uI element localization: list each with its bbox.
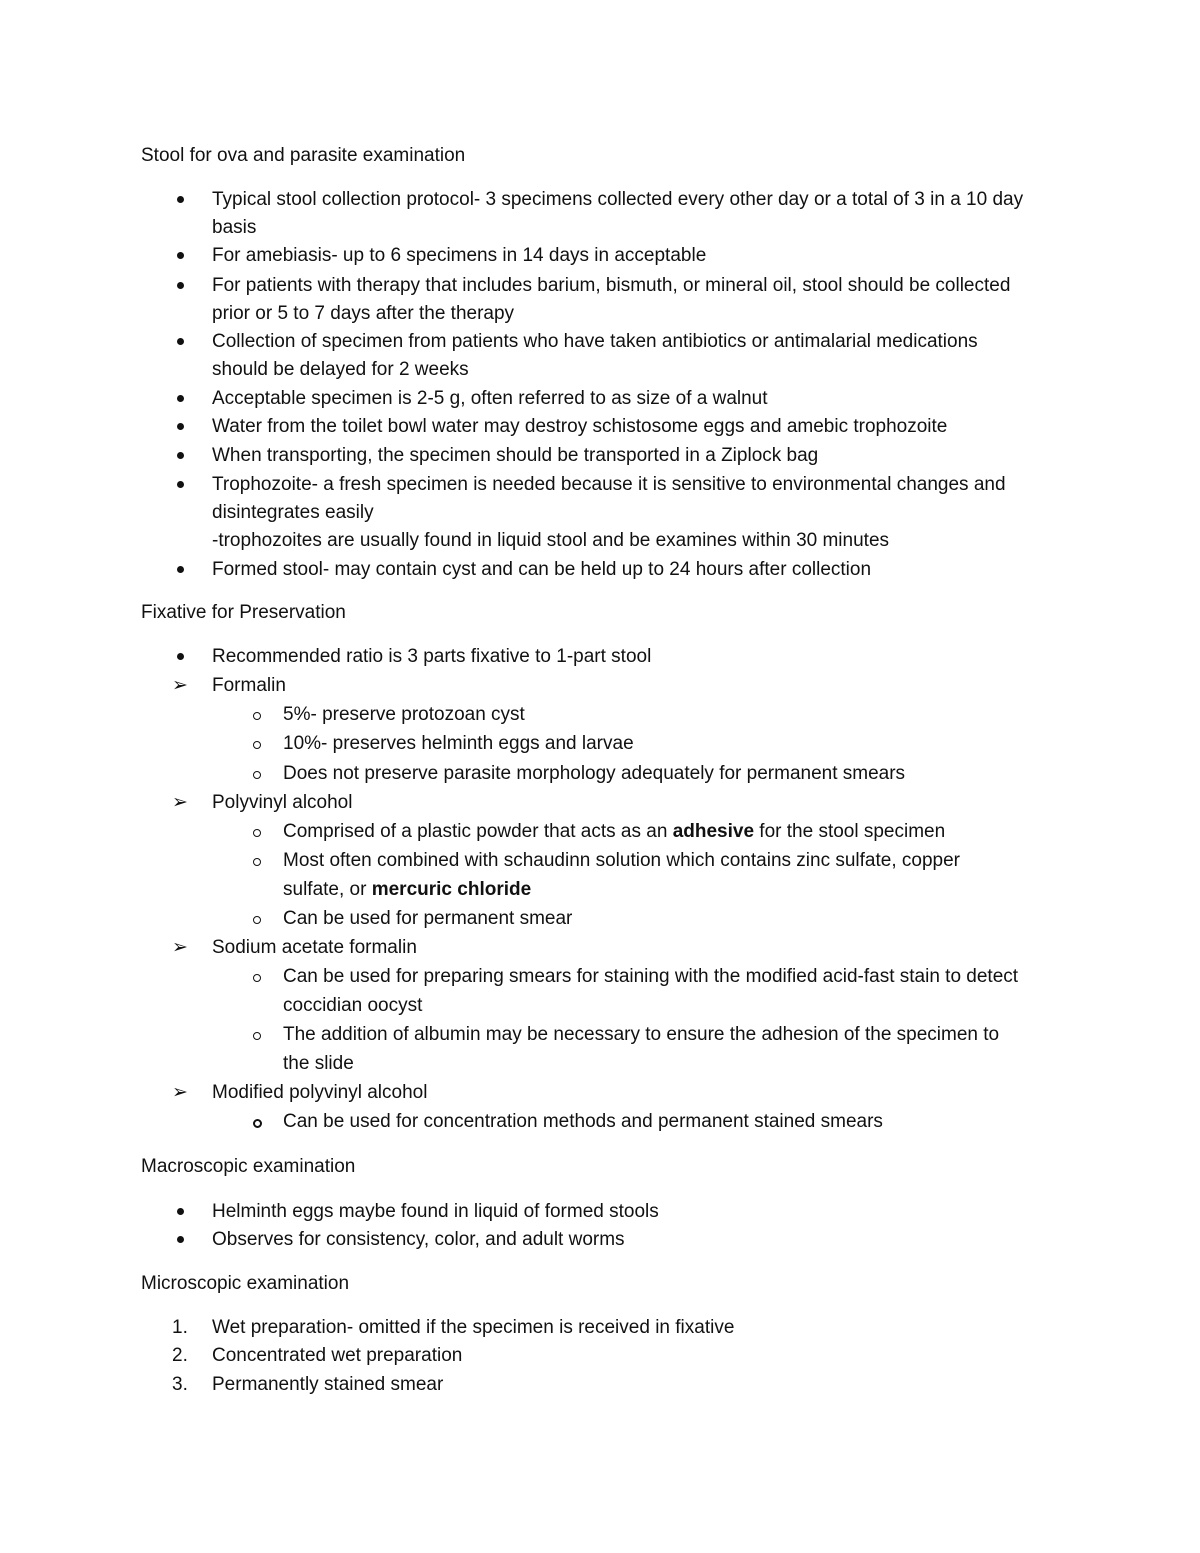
numbered-list-item: Permanently stained smear bbox=[212, 1374, 444, 1395]
bullet-icon bbox=[172, 331, 188, 345]
section-heading-fixative: Fixative for Preservation bbox=[141, 602, 346, 623]
arrow-bullet-icon: ➢ bbox=[172, 675, 188, 696]
list-item: Typical stool collection protocol- 3 specimens collected every other day or a total of 3 in a 10 day bbox=[212, 189, 1024, 210]
sub-list-item bbox=[283, 821, 945, 843]
bullet-icon bbox=[172, 189, 188, 203]
sub-list-item-continuation: coccidian oocyst bbox=[283, 995, 423, 1016]
arrow-bullet-icon: ➢ bbox=[172, 1082, 188, 1103]
bullet-icon bbox=[172, 388, 188, 402]
sub-list-item: Can be used for concentration methods and permanent stained smears bbox=[283, 1111, 883, 1132]
section-heading-stool: Stool for ova and parasite examination bbox=[141, 145, 466, 166]
list-item-continuation: disintegrates easily bbox=[212, 502, 374, 523]
list-item: Water from the toilet bowl water may destroy schistosome eggs and amebic trophozoite bbox=[212, 416, 948, 437]
list-item: For amebiasis- up to 6 specimens in 14 days in acceptable bbox=[212, 245, 707, 266]
list-item-modified-polyvinyl-alcohol: Modified polyvinyl alcohol bbox=[212, 1082, 428, 1103]
list-item: When transporting, the specimen should be transported in a Ziplock bag bbox=[212, 445, 819, 466]
list-item-polyvinyl-alcohol: Polyvinyl alcohol bbox=[212, 792, 353, 813]
text-run: for the stool specimen bbox=[754, 821, 946, 842]
circle-bullet-icon bbox=[250, 966, 264, 982]
bullet-icon bbox=[172, 275, 188, 289]
sub-list-item-continuation bbox=[283, 879, 531, 901]
list-item-continuation: prior or 5 to 7 days after the therapy bbox=[212, 303, 515, 324]
bullet-icon bbox=[172, 474, 188, 488]
arrow-bullet-icon: ➢ bbox=[172, 792, 188, 813]
sub-list-item: Can be used for permanent smear bbox=[283, 908, 573, 929]
bullet-icon bbox=[172, 646, 188, 660]
bold-text-mercuric-chloride: mercuric chloride bbox=[371, 879, 532, 900]
arrow-bullet-icon: ➢ bbox=[172, 937, 188, 958]
sub-list-item: Does not preserve parasite morphology adequately for permanent smears bbox=[283, 763, 906, 784]
circle-bullet-icon bbox=[250, 733, 264, 749]
sub-list-item: Can be used for preparing smears for staining with the modified acid-fast stain to detect bbox=[283, 966, 1019, 987]
bullet-icon bbox=[172, 1229, 188, 1243]
bullet-icon bbox=[172, 1201, 188, 1215]
list-number: 1. bbox=[172, 1317, 188, 1338]
circle-bullet-icon bbox=[250, 1111, 264, 1128]
list-item: Collection of specimen from patients who have taken antibiotics or antimalarial medications bbox=[212, 331, 978, 352]
sub-list-item: The addition of albumin may be necessary to ensure the adhesion of the specimen to bbox=[283, 1024, 1000, 1045]
section-heading-macroscopic: Macroscopic examination bbox=[141, 1156, 356, 1177]
section-heading-microscopic: Microscopic examination bbox=[141, 1273, 350, 1294]
bullet-icon bbox=[172, 559, 188, 573]
circle-bullet-icon bbox=[250, 850, 264, 866]
list-item: Helminth eggs maybe found in liquid of formed stools bbox=[212, 1201, 659, 1222]
list-number: 2. bbox=[172, 1345, 188, 1366]
list-item-note: -trophozoites are usually found in liquid stool and be examines within 30 minutes bbox=[212, 530, 890, 551]
sub-list-item-continuation: the slide bbox=[283, 1053, 354, 1074]
sub-list-item: Most often combined with schaudinn solution which contains zinc sulfate, copper bbox=[283, 850, 960, 871]
circle-bullet-icon bbox=[250, 763, 264, 779]
bullet-icon bbox=[172, 245, 188, 259]
text-run: Comprised of a plastic powder that acts as an bbox=[283, 821, 673, 842]
circle-bullet-icon bbox=[250, 1024, 264, 1040]
text-run: sulfate, or bbox=[283, 879, 372, 900]
list-item-continuation: should be delayed for 2 weeks bbox=[212, 359, 469, 380]
list-item: Formed stool- may contain cyst and can be held up to 24 hours after collection bbox=[212, 559, 872, 580]
list-item: For patients with therapy that includes barium, bismuth, or mineral oil, stool should be collected bbox=[212, 275, 1011, 296]
bullet-icon bbox=[172, 416, 188, 430]
numbered-list-item: Concentrated wet preparation bbox=[212, 1345, 463, 1366]
list-item: Observes for consistency, color, and adult worms bbox=[212, 1229, 625, 1250]
circle-bullet-icon bbox=[250, 821, 264, 837]
sub-list-item: 10%- preserves helminth eggs and larvae bbox=[283, 733, 634, 754]
circle-bullet-icon bbox=[250, 908, 264, 924]
list-item: Acceptable specimen is 2-5 g, often referred to as size of a walnut bbox=[212, 388, 768, 409]
bullet-icon bbox=[172, 445, 188, 459]
list-item: Recommended ratio is 3 parts fixative to 1-part stool bbox=[212, 646, 652, 667]
circle-bullet-icon bbox=[250, 704, 264, 720]
numbered-list-item: Wet preparation- omitted if the specimen is received in fixative bbox=[212, 1317, 735, 1338]
bold-text-adhesive: adhesive bbox=[672, 821, 755, 842]
list-item-sodium-acetate-formalin: Sodium acetate formalin bbox=[212, 937, 417, 958]
list-number: 3. bbox=[172, 1374, 188, 1395]
list-item-continuation: basis bbox=[212, 217, 257, 238]
list-item: Trophozoite- a fresh specimen is needed because it is sensitive to environmental changes and bbox=[212, 474, 1006, 495]
sub-list-item: 5%- preserve protozoan cyst bbox=[283, 704, 525, 725]
list-item-formalin: Formalin bbox=[212, 675, 286, 696]
